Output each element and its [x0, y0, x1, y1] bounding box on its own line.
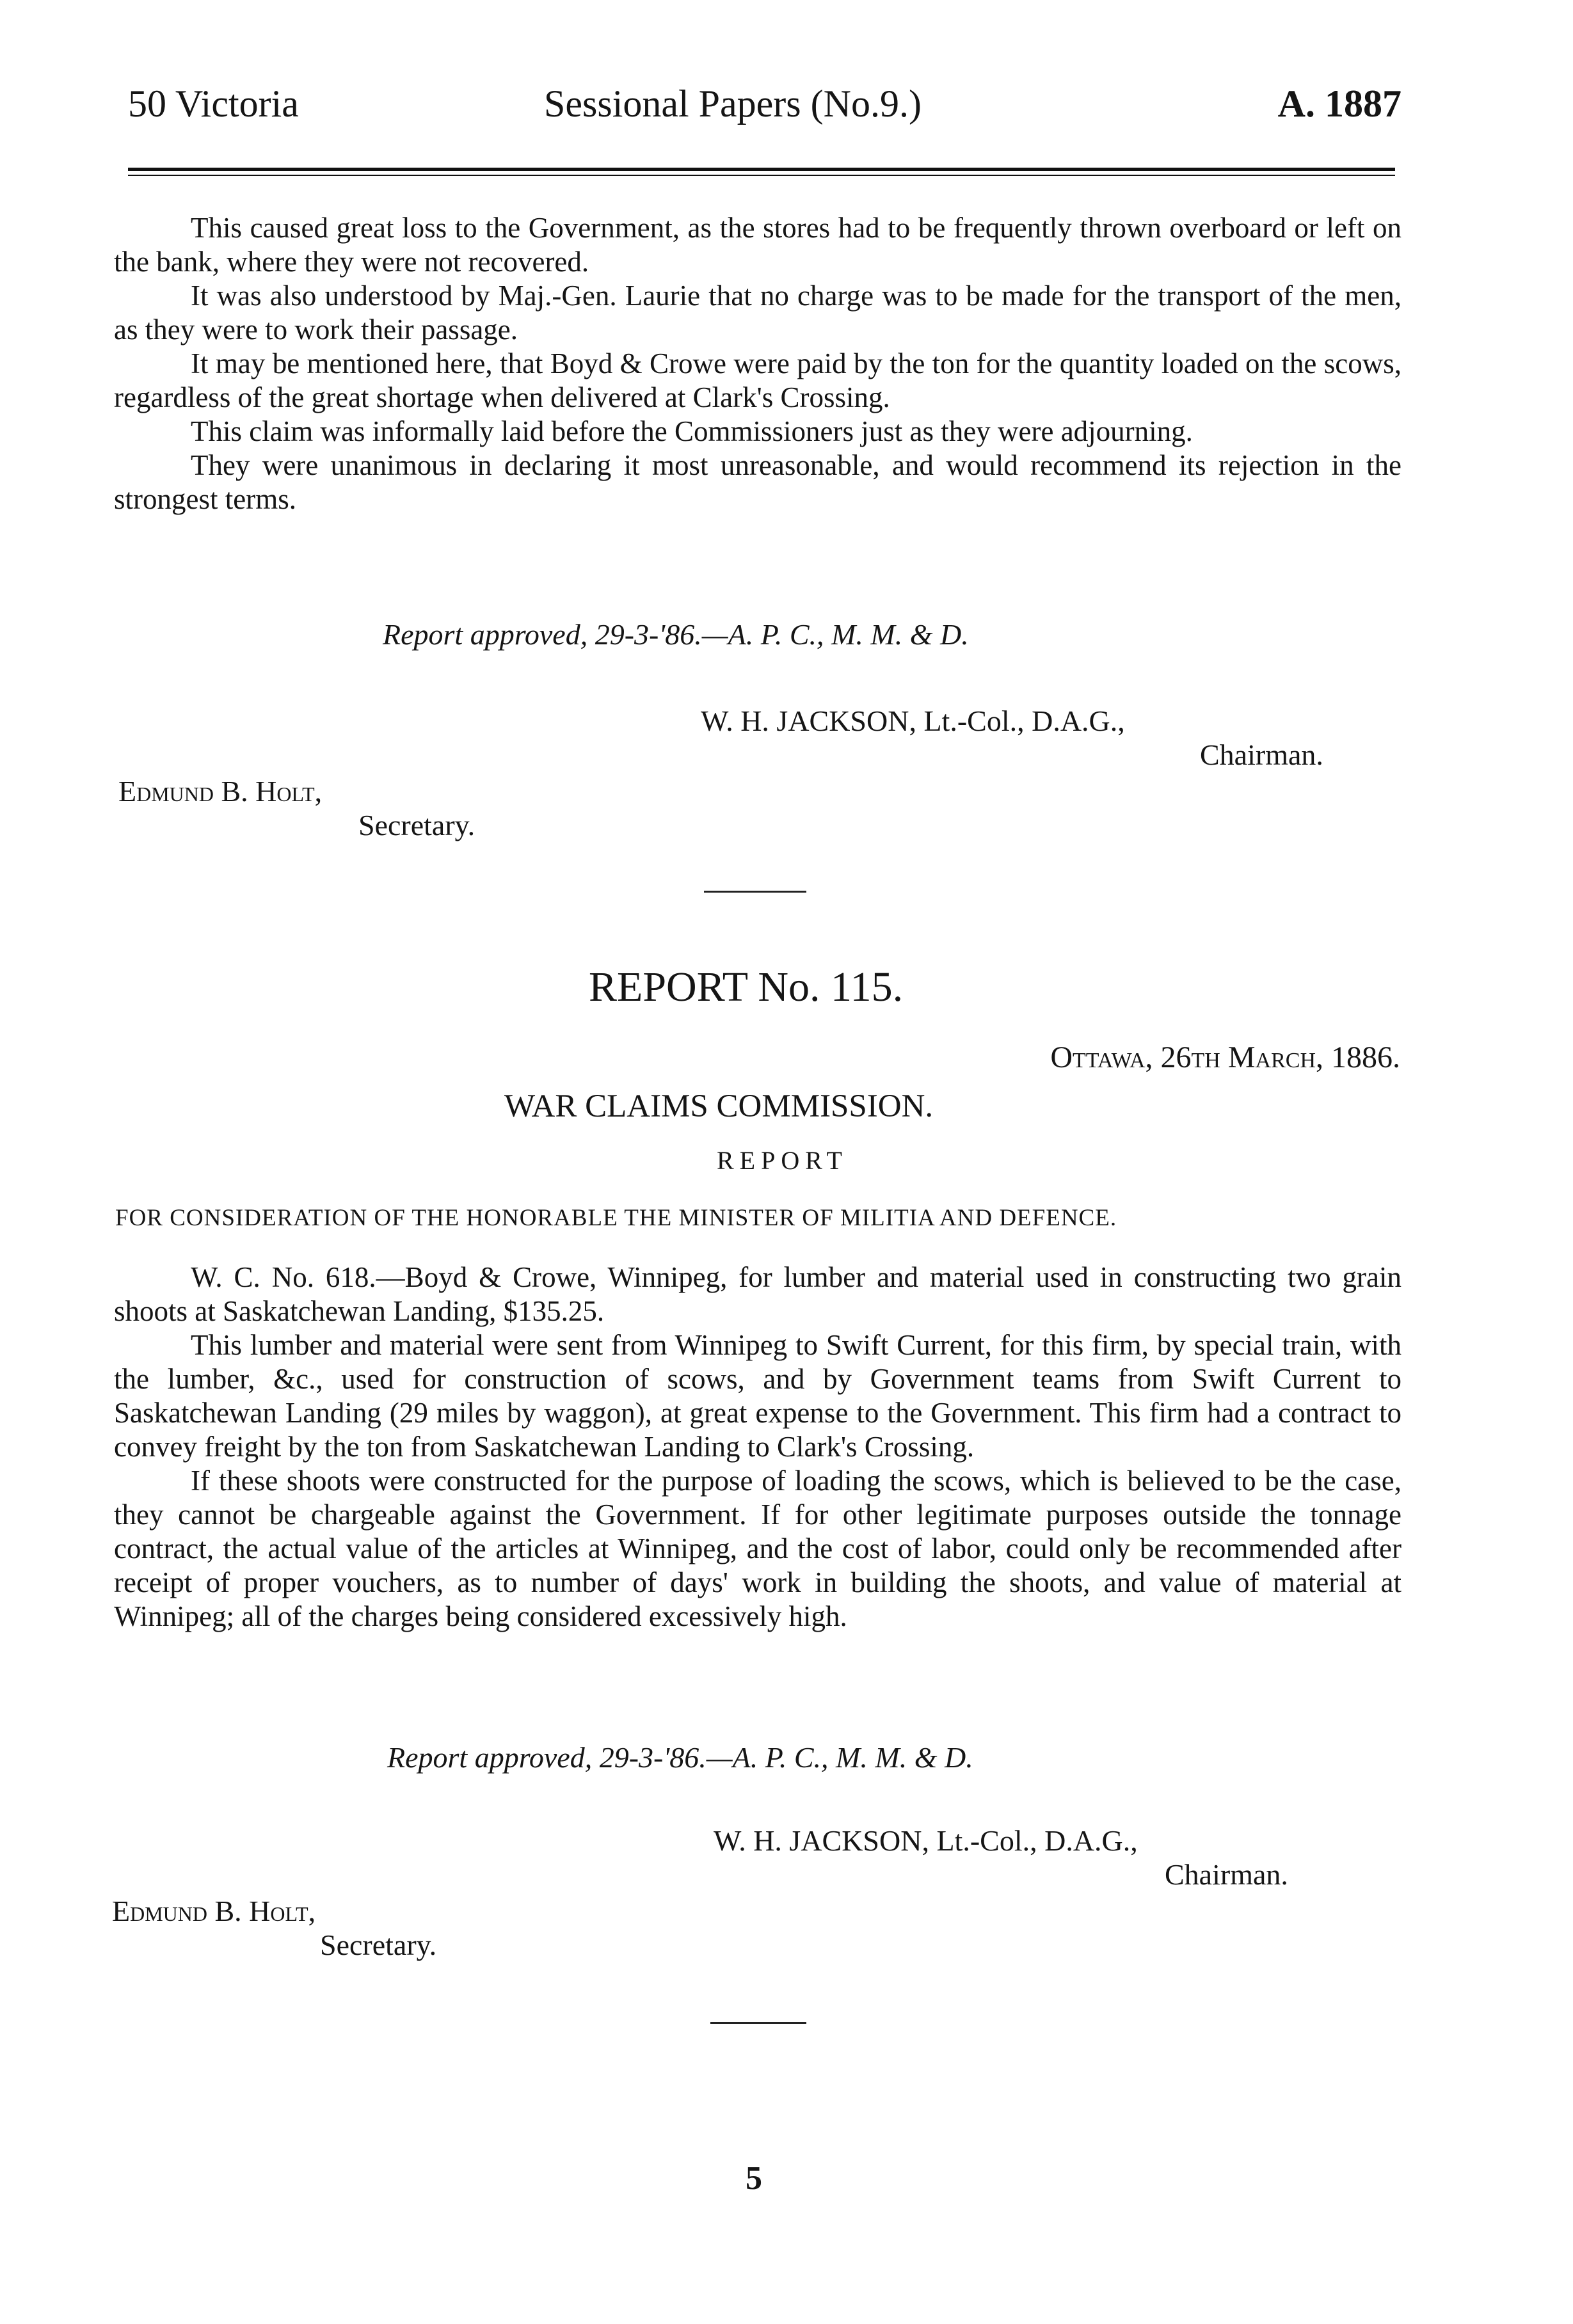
- section1-approval: Report approved, 29-3-'86.—A. P. C., M. M. & D.: [383, 618, 969, 651]
- section1-paragraph: It was also understood by Maj.-Gen. Laurie that no charge was to be made for the transport of the men, as they were to work their passage.: [114, 280, 1401, 346]
- secretary-title: Secretary.: [358, 809, 475, 841]
- signer-name: W. H. JACKSON, Lt.-Col., D.A.G.,: [714, 1824, 1138, 1857]
- section2-secretary: [112, 1894, 436, 1962]
- section1-paragraph: This caused great loss to the Government, as the stores had to be frequently thrown overboard or left on the bank, where they were not recovered.: [114, 212, 1401, 278]
- section1-secretary: [118, 774, 475, 842]
- signer-title: Chairman.: [1165, 1858, 1288, 1891]
- section1-signer: [701, 704, 1323, 772]
- header-session: 50 Victoria: [128, 83, 299, 125]
- section-divider: [710, 2022, 806, 2024]
- header-year: A. 1887: [1277, 83, 1401, 125]
- section1-paragraph: They were unanimous in declaring it most unreasonable, and would recommend its rejection in the strongest terms.: [114, 449, 1401, 515]
- section2-paragraph: This lumber and material were sent from Winnipeg to Swift Current, for this firm, by special train, with the lumber, &c., used for construction of scows, and by Government teams from Swift Current to Saskatchewan Landing (29 miles by waggon), at great expense to the Government. This firm had a contract to convey freight by the ton from Saskatchewan Landing to Clark's Crossing.: [114, 1329, 1401, 1463]
- secretary-name: Edmund B. Holt,: [118, 775, 323, 808]
- header-sessional-papers: Sessional Papers (No.9.): [544, 83, 922, 125]
- report-title: REPORT No. 115.: [589, 964, 904, 1010]
- commission-title: WAR CLAIMS COMMISSION.: [504, 1088, 934, 1124]
- section2-approval: Report approved, 29-3-'86.—A. P. C., M. M. & D.: [387, 1741, 973, 1774]
- running-header: [128, 82, 1401, 139]
- section1-paragraph: This claim was informally laid before the Commissioners just as they were adjourning.: [191, 415, 1193, 447]
- section-divider: [704, 891, 806, 893]
- report-subheading: REPORT: [717, 1146, 848, 1175]
- report-dateline: Ottawa, 26th March, 1886.: [1050, 1040, 1400, 1074]
- signer-name: W. H. JACKSON, Lt.-Col., D.A.G.,: [701, 704, 1125, 737]
- header-rule: [128, 168, 1395, 176]
- section2-signer: [714, 1824, 1288, 1891]
- section2-paragraph: W. C. No. 618.—Boyd & Crowe, Winnipeg, for lumber and material used in constructing two grain shoots at Saskatchewan Landing, $135.25.: [114, 1261, 1401, 1327]
- section2-paragraph: If these shoots were constructed for the purpose of loading the scows, which is believed to be the case, they cannot be chargeable against the Government. If for other legitimate purposes outside the tonnage contract, the actual value of the articles at Winnipeg, and the cost of labor, could only be recommended after receipt of proper vouchers, as to number of days' work in building the shoots, and value of material at Winnipeg; all of the charges being considered excessively high.: [114, 1465, 1401, 1632]
- signer-title: Chairman.: [1200, 738, 1323, 771]
- section1-paragraph: It may be mentioned here, that Boyd & Crowe were paid by the ton for the quantity loaded on the scows, regardless of the great shortage when delivered at Clark's Crossing.: [114, 347, 1401, 413]
- page-number: 5: [746, 2160, 762, 2197]
- secretary-title: Secretary.: [320, 1929, 437, 1961]
- section1-body: [114, 211, 1401, 516]
- consideration-line: FOR CONSIDERATION OF THE HONORABLE THE MINISTER OF MILITIA AND DEFENCE.: [115, 1205, 1117, 1231]
- secretary-name: Edmund B. Holt,: [112, 1895, 316, 1927]
- section2-body: [114, 1261, 1401, 1634]
